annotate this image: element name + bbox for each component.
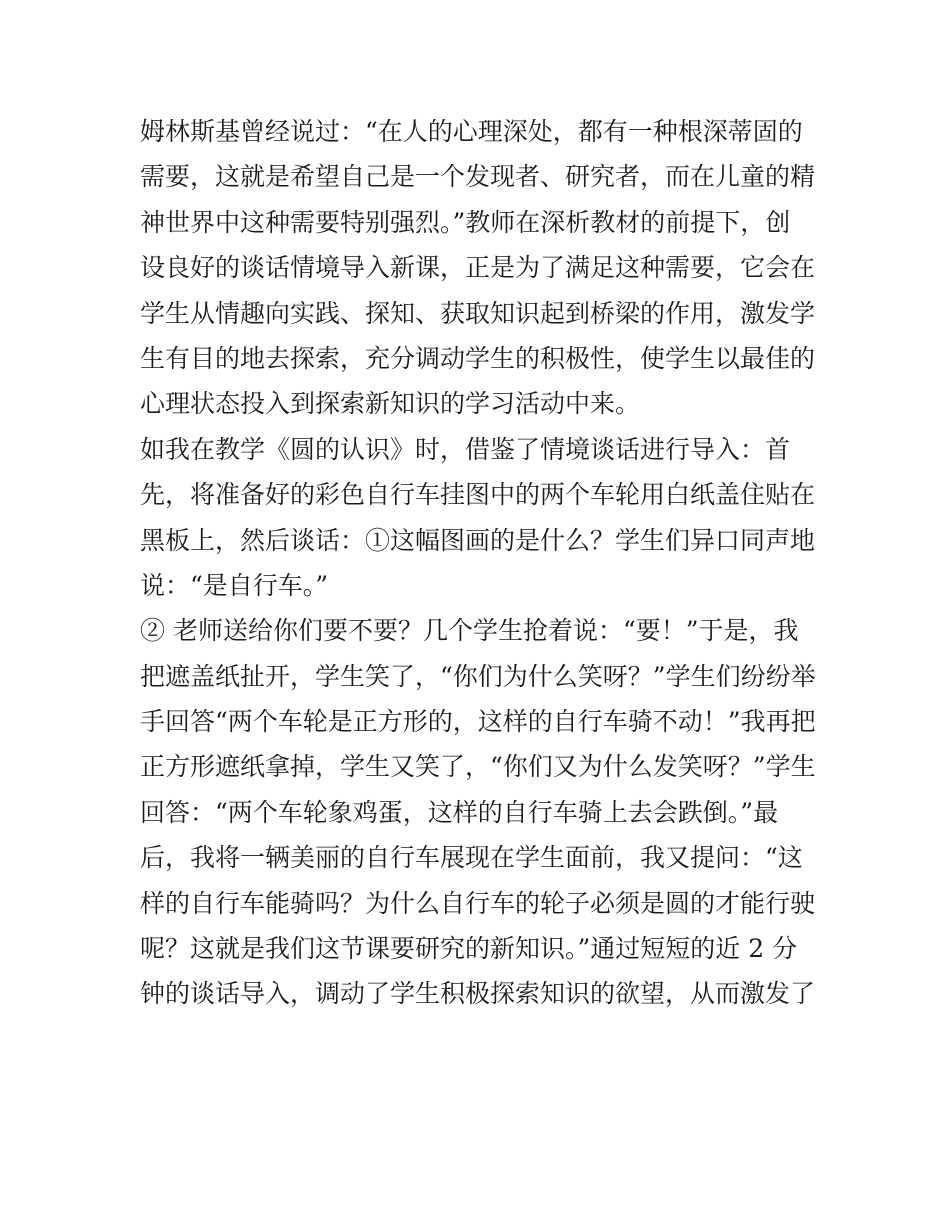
text-line: 回答：“两个车轮象鸡蛋，这样的自行车骑上去会跌倒。”最 — [140, 797, 779, 827]
text-line: 姆林斯基曾经说过：“在人的心理深处，都有一种根深蒂固的 — [140, 117, 803, 146]
text-line: 呢？这就是我们这节课要研究的新知识。”通过短短的近 2 分 — [140, 934, 798, 964]
text-line: 学生从情趣向实践、探知、获取知识起到桥梁的作用，激发学 — [140, 298, 816, 328]
body-text — [140, 109, 820, 1017]
text-line: 正方形遮纸拿掉，学生又笑了，“你们又为什么发笑呀？”学生 — [140, 752, 816, 782]
text-line: 生有目的地去探索，充分调动学生的积极性，使学生以最佳的 — [140, 343, 816, 373]
text-line: 先，将准备好的彩色自行车挂图中的两个车轮用白纸盖住贴在 — [140, 480, 816, 510]
text-line: 如我在教学《圆的认识》时，借鉴了情境谈话进行导入：首 — [140, 434, 791, 464]
text-line: 样的自行车能骑吗？为什么自行车的轮子必须是圆的才能行驶 — [140, 888, 816, 918]
text-line: 需要，这就是希望自己是一个发现者、研究者，而在儿童的精 — [140, 162, 816, 192]
text-line: ② 老师送给你们要不要？几个学生抢着说：“要！”于是，我 — [140, 616, 799, 646]
text-line: 把遮盖纸扯开，学生笑了，“你们为什么笑呀？”学生们纷纷举 — [140, 661, 816, 691]
text-line: 神世界中这种需要特别强烈。”教师在深析教材的前提下，创 — [140, 207, 791, 237]
text-line: 后，我将一辆美丽的自行车展现在学生面前，我又提问：“这 — [140, 843, 803, 873]
text-line: 钟的谈话导入，调动了学生积极探索知识的欲望，从而激发了 — [140, 979, 816, 1009]
text-line: 说：“是自行车。” — [140, 570, 329, 600]
text-line: 黑板上，然后谈话：①这幅图画的是什么？学生们异口同声地 — [140, 525, 816, 555]
text-line: 心理状态投入到探索新知识的学习活动中来。 — [140, 389, 641, 419]
text-line: 设良好的谈话情境导入新课，正是为了满足这种需要，它会在 — [140, 253, 816, 283]
text-line: 手回答“两个车轮是正方形的，这样的自行车骑不动！”我再把 — [140, 707, 816, 737]
